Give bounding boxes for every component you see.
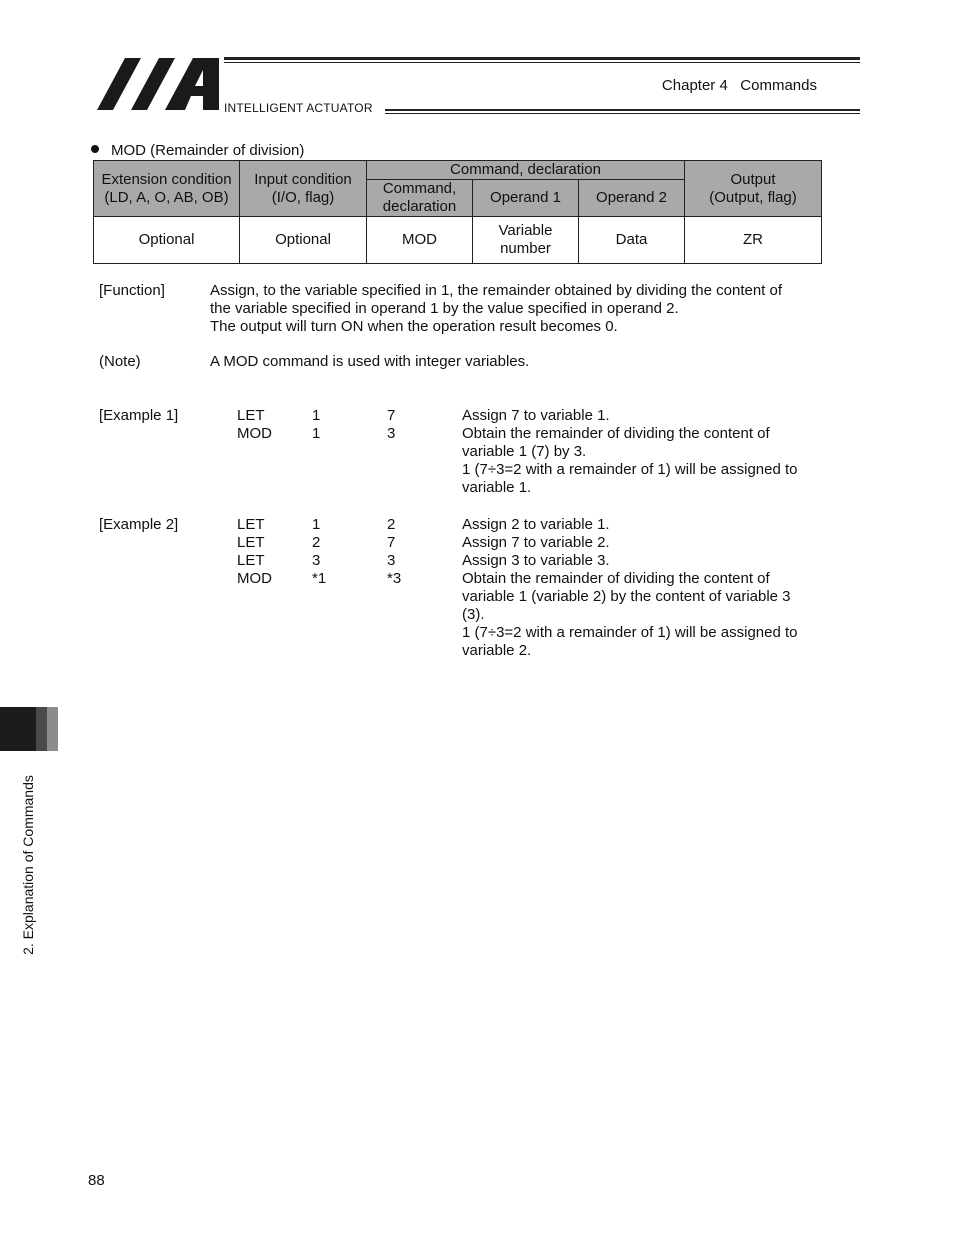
example-1-command: MOD — [237, 425, 272, 442]
header-rule-top — [224, 57, 860, 60]
example-1-description: Assign 7 to variable 1. — [462, 407, 610, 424]
example-1-operand-2: 3 — [387, 425, 396, 442]
example-2-operand-2: 2 — [387, 516, 396, 533]
header-extension-condition: Extension condition (LD, A, O, AB, OB) — [94, 161, 240, 217]
example-2-command: LET — [237, 534, 265, 551]
bullet-icon — [91, 145, 99, 153]
note-text: A MOD command is used with integer variables. — [210, 353, 530, 370]
cell-input-condition: Optional — [240, 217, 367, 264]
description-line: variable 1 (7) by 3. — [462, 443, 587, 460]
function-text — [210, 282, 820, 336]
example-1-command: LET — [237, 407, 265, 424]
description-line: variable 1 (variable 2) by the content of variable 3 — [462, 588, 791, 605]
example-1-operand-2: 7 — [387, 407, 396, 424]
header-operand-2: Operand 2 — [579, 180, 685, 217]
example-1-operand-1: 1 — [312, 407, 321, 424]
example-2-label: [Example 2] — [99, 516, 179, 533]
section-heading: MOD (Remainder of division) — [111, 142, 305, 159]
function-line: the variable specified in operand 1 by the value specified in operand 2. — [210, 300, 679, 317]
example-2-operand-2: 7 — [387, 534, 396, 551]
example-2-operand-1: 3 — [312, 552, 321, 569]
iai-logo — [97, 58, 219, 110]
description-line: variable 1. — [462, 479, 532, 496]
cell-command: MOD — [367, 217, 473, 264]
page-number: 88 — [88, 1172, 105, 1189]
header-rule-top-thin — [224, 62, 860, 63]
cell-extension-condition: Optional — [94, 217, 240, 264]
function-line: The output will turn ON when the operation result becomes 0. — [210, 318, 618, 335]
description-line: (3). — [462, 606, 485, 623]
cell-operand-2: Data — [579, 217, 685, 264]
header-rule-bottom — [385, 109, 860, 111]
example-2-operand-2: *3 — [387, 570, 402, 587]
header-input-condition: Input condition (I/O, flag) — [240, 161, 367, 217]
cell-output: ZR — [685, 217, 822, 264]
example-2-operand-1: 1 — [312, 516, 321, 533]
side-tab-stripe-light — [47, 707, 58, 751]
example-2-command: LET — [237, 516, 265, 533]
description-line: 1 (7÷3=2 with a remainder of 1) will be assigned to — [462, 461, 798, 478]
example-2-operand-1: 2 — [312, 534, 321, 551]
cell-operand-1: Variable number — [473, 217, 579, 264]
example-2-command: MOD — [237, 570, 272, 587]
example-2-description: Assign 3 to variable 3. — [462, 552, 610, 569]
example-2-description: Assign 2 to variable 1. — [462, 516, 610, 533]
description-line: Obtain the remainder of dividing the content of — [462, 425, 770, 442]
chapter-title: Chapter 4 Commands — [661, 77, 817, 94]
brand-name: INTELLIGENT ACTUATOR — [224, 101, 373, 115]
example-2-description: Assign 7 to variable 2. — [462, 534, 610, 551]
function-label: [Function] — [99, 282, 165, 299]
side-section-title: 2. Explanation of Commands — [20, 775, 36, 955]
header-rule-bottom-thin — [385, 113, 860, 114]
header-output: Output (Output, flag) — [685, 161, 822, 217]
description-line: 1 (7÷3=2 with a remainder of 1) will be assigned to — [462, 624, 798, 641]
example-1-operand-1: 1 — [312, 425, 321, 442]
function-line: Assign, to the variable specified in 1, the remainder obtained by dividing the content of — [210, 282, 783, 299]
example-2-operand-2: 3 — [387, 552, 396, 569]
example-2-operand-1: *1 — [312, 570, 327, 587]
header-command: Command, declaration — [367, 180, 473, 217]
header-operand-1: Operand 1 — [473, 180, 579, 217]
side-tab-stripe — [36, 707, 47, 751]
note-label: (Note) — [99, 353, 141, 370]
side-tab-block — [0, 707, 36, 751]
example-1-label: [Example 1] — [99, 407, 179, 424]
header-command-group: Command, declaration — [367, 161, 685, 180]
description-line: Obtain the remainder of dividing the content of — [462, 570, 770, 587]
command-table — [93, 160, 822, 264]
example-2-description — [462, 570, 822, 660]
example-2-command: LET — [237, 552, 265, 569]
example-1-description — [462, 425, 822, 497]
description-line: variable 2. — [462, 642, 532, 659]
